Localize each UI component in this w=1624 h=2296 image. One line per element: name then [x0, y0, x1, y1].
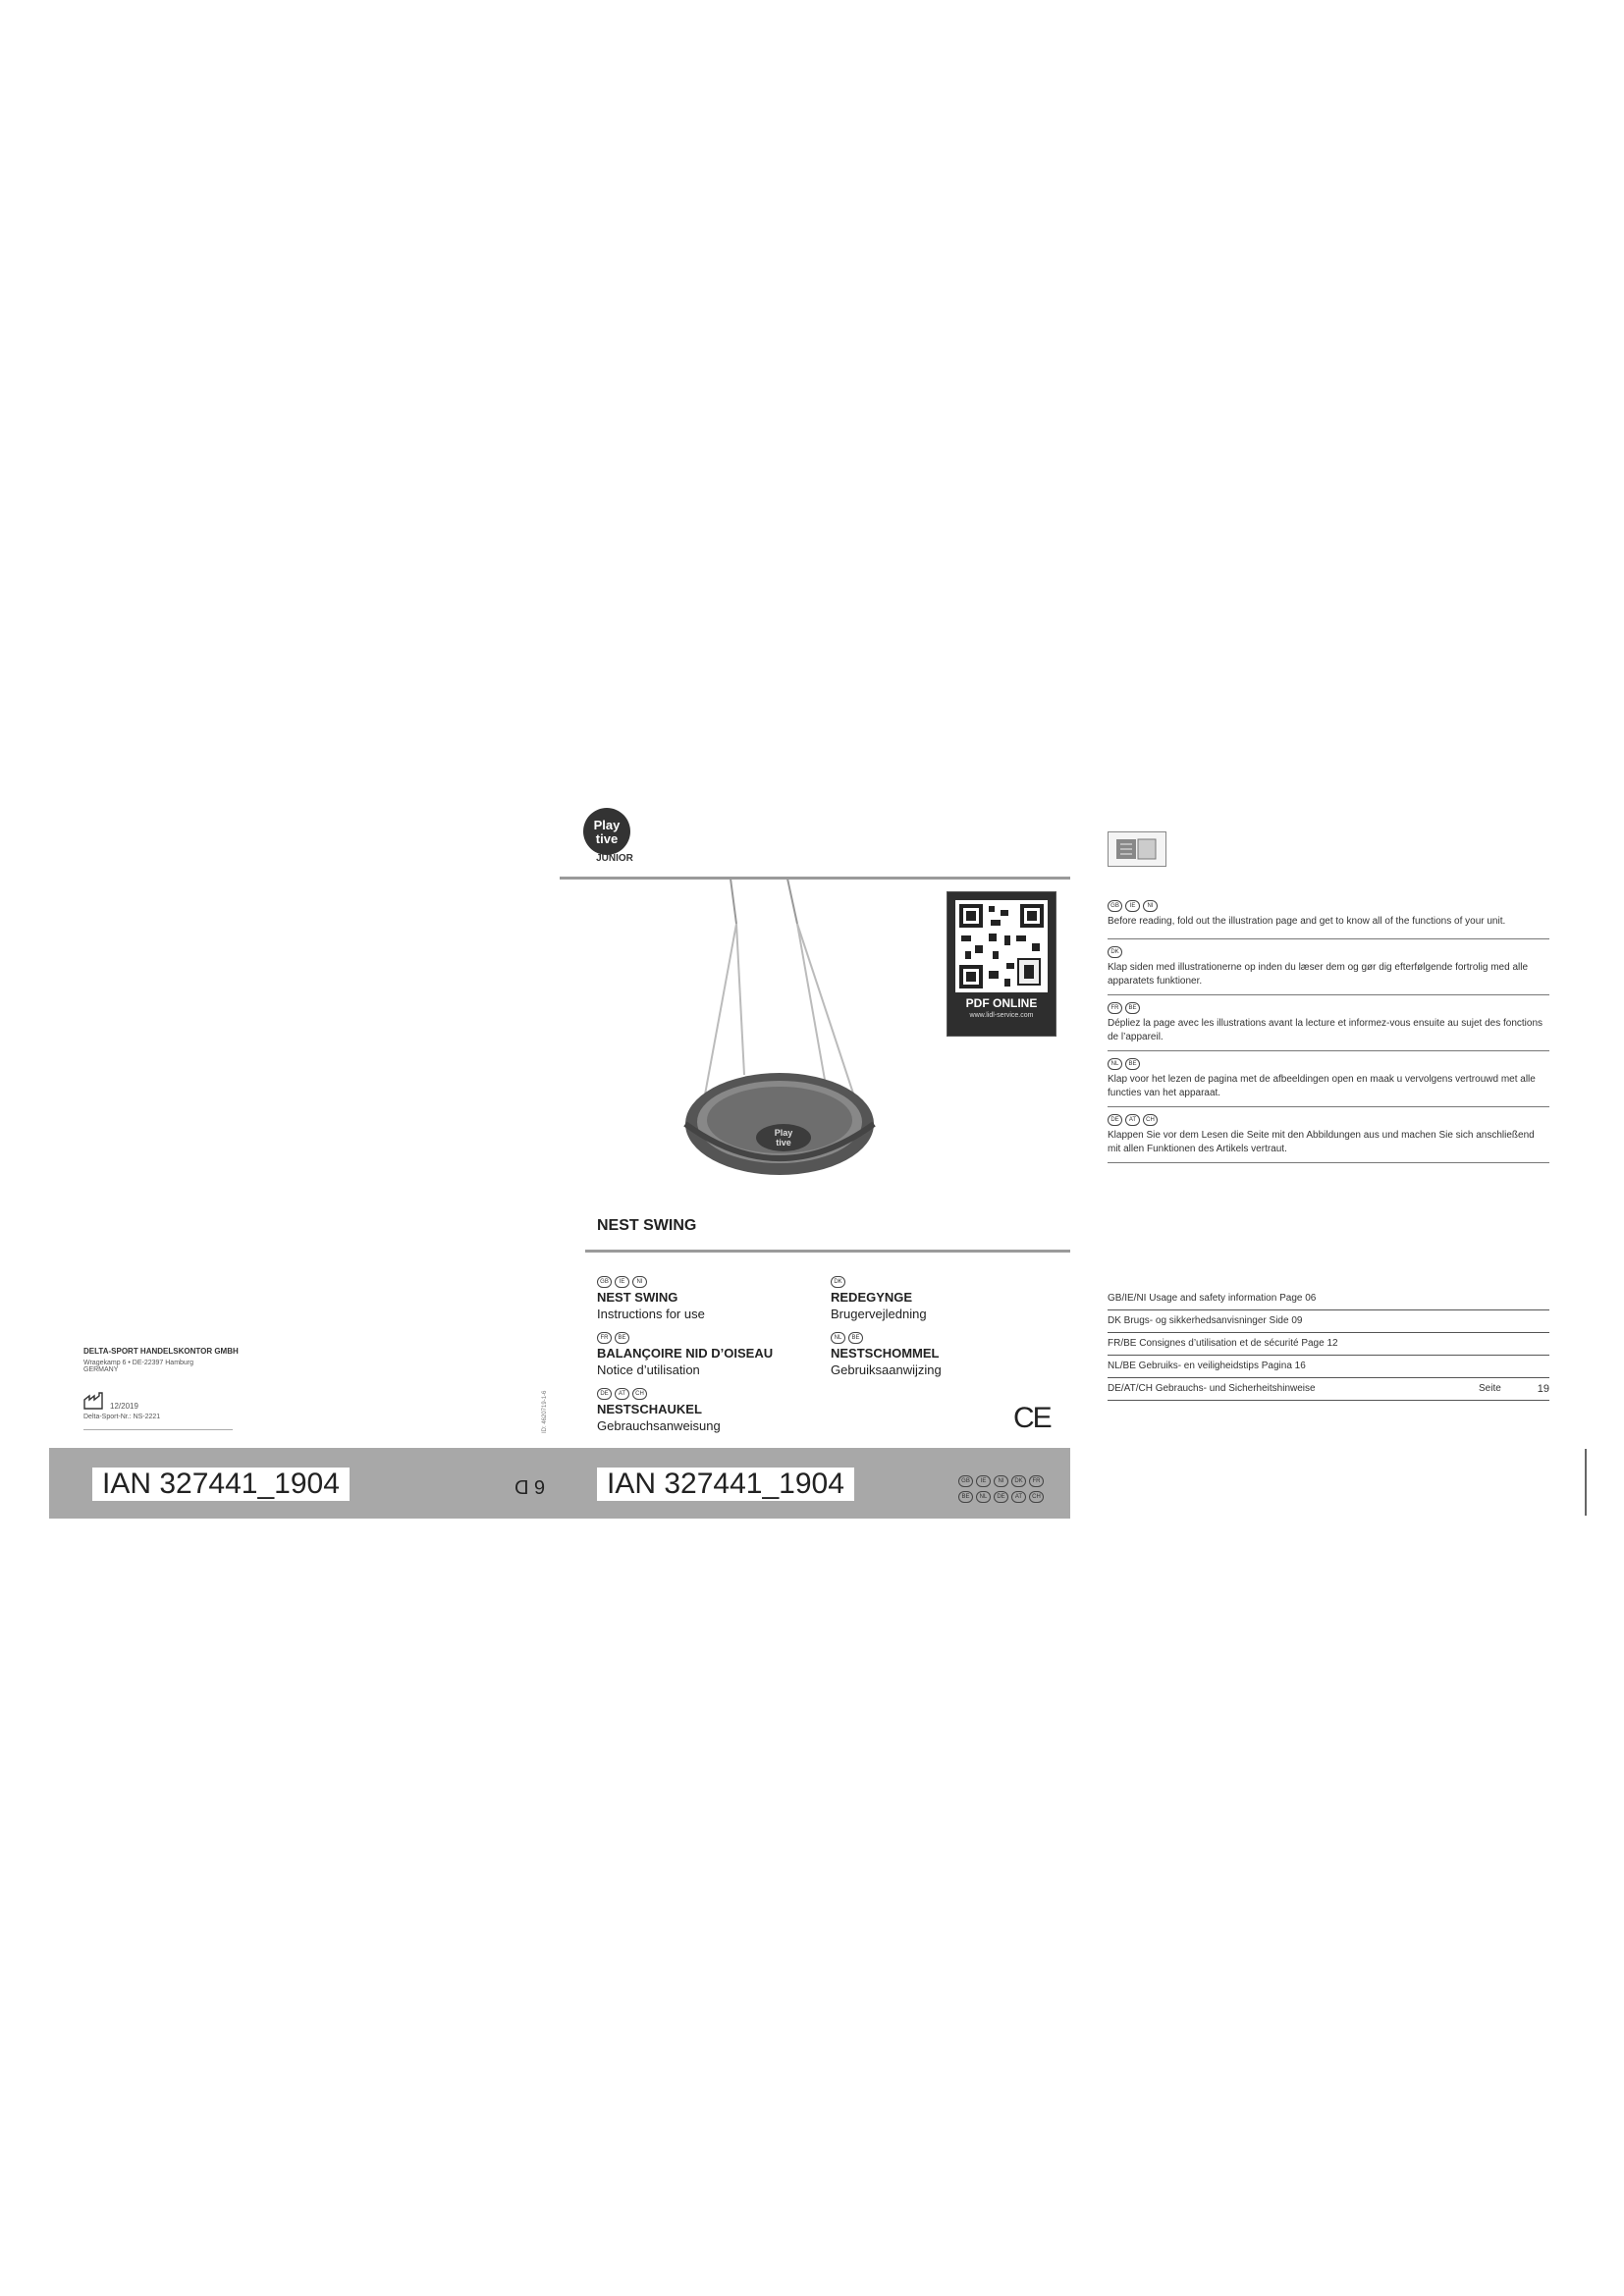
manufacturer-icon	[83, 1392, 107, 1410]
flag-nl-icon: NL	[976, 1491, 991, 1503]
flag-be-icon: BE	[1125, 1002, 1140, 1014]
swing-logo-word-2: tive	[776, 1138, 791, 1148]
lang-flags	[831, 1272, 1047, 1289]
foldout-text: Klap voor het lezen de pagina met de afbeeldingen open en maak u vervolgens vertrouwd met alle functies van het apparaat.	[1108, 1074, 1536, 1098]
flag-ie-icon: IE	[976, 1475, 991, 1487]
foldout-icon	[1108, 831, 1166, 867]
flag-fr-icon: FR	[1108, 1002, 1122, 1014]
lang-subtitle: Instructions for use	[597, 1307, 705, 1321]
model-text: Delta-Sport-Nr.: NS-2221	[83, 1414, 161, 1420]
flag-be-icon: BE	[1125, 1058, 1140, 1070]
flag-be-icon: BE	[958, 1491, 973, 1503]
lang-title: NEST SWING	[597, 1290, 678, 1305]
flag-dk-icon: DK	[831, 1276, 845, 1288]
ian-left: IAN 327441_1904	[92, 1468, 350, 1501]
toc-label: GB/IE/NI Usage and safety information Page 06	[1108, 1293, 1317, 1304]
toc-row[interactable]	[1108, 1333, 1549, 1356]
toc-label: DK Brugs- og sikkerhedsanvisninger Side 09	[1108, 1315, 1303, 1326]
flag-de-icon: DE	[994, 1491, 1008, 1503]
foldout-flags	[1108, 999, 1549, 1017]
flag-fr-icon: FR	[1029, 1475, 1044, 1487]
flag-fr-icon: FR	[597, 1332, 612, 1344]
toc-row[interactable]	[1108, 1288, 1549, 1310]
foldout-item	[1108, 995, 1549, 1051]
bottom-flags-row-2	[958, 1488, 1066, 1502]
flag-gb-icon: GB	[958, 1475, 973, 1487]
flag-dk-icon: DK	[1108, 946, 1122, 958]
toc-seite: Seite	[1479, 1383, 1501, 1394]
lang-subtitle: Brugervejledning	[831, 1307, 927, 1321]
logo-word-2: tive	[595, 831, 619, 846]
flag-ni-icon: NI	[632, 1276, 647, 1288]
foldout-flags	[1108, 1055, 1549, 1073]
flag-ie-icon: IE	[615, 1276, 629, 1288]
logo-word-1: Play	[593, 818, 621, 832]
brand-logo	[577, 800, 642, 865]
foldout-item	[1108, 939, 1549, 995]
foldout-flags	[1108, 943, 1549, 961]
title-divider	[585, 1250, 1070, 1253]
edge-mark	[1585, 1449, 1587, 1516]
flag-gb-icon: GB	[597, 1276, 612, 1288]
lang-flags	[831, 1328, 1047, 1345]
flag-gb-icon: GB	[1108, 900, 1122, 912]
toc-row[interactable]	[1108, 1310, 1549, 1333]
lang-block-de	[597, 1384, 823, 1434]
toc-row[interactable]	[1108, 1378, 1549, 1401]
page-marker: 6 D	[514, 1475, 546, 1497]
foldout-flags	[1108, 1111, 1549, 1129]
lang-title: REDEGYNGE	[831, 1290, 913, 1305]
flag-de-icon: DE	[597, 1388, 612, 1400]
foldout-text: Klap siden med illustrationerne op inden du læser dem og gør dig efterfølgende fortrolig med alle apparatets funktioner.	[1108, 962, 1529, 987]
flag-dk-icon: DK	[1011, 1475, 1026, 1487]
vertical-code: ID: 4620719-1-6	[542, 1390, 548, 1433]
company-country: GERMANY	[83, 1366, 119, 1373]
bottom-flags	[958, 1472, 1066, 1502]
lang-flags	[597, 1384, 823, 1401]
swing-illustration	[668, 879, 884, 1188]
toc-label: DE/AT/CH Gebrauchs- und Sicherheitshinweise	[1108, 1383, 1316, 1394]
flag-de-icon: DE	[1108, 1114, 1122, 1126]
flag-be-icon: BE	[848, 1332, 863, 1344]
foldout-text: Before reading, fold out the illustration page and get to know all of the functions of your unit.	[1108, 916, 1506, 927]
flag-ni-icon: NI	[1143, 900, 1158, 912]
foldout-flags	[1108, 897, 1549, 915]
flag-ch-icon: CH	[1143, 1114, 1158, 1126]
flag-at-icon: AT	[615, 1388, 629, 1400]
toc-page: 19	[1537, 1383, 1549, 1395]
flag-ch-icon: CH	[632, 1388, 647, 1400]
foldout-instructions	[1108, 897, 1549, 1163]
company-name: DELTA-SPORT HANDELSKONTOR GMBH	[83, 1347, 239, 1356]
bottom-flags-row-1	[958, 1472, 1066, 1486]
toc-label: NL/BE Gebruiks- en veiligheidstips Pagina 16	[1108, 1361, 1306, 1371]
language-column-left	[597, 1272, 823, 1440]
lang-subtitle: Gebrauchsanweisung	[597, 1418, 721, 1433]
toc-row[interactable]	[1108, 1356, 1549, 1378]
lang-title: NESTSCHOMMEL	[831, 1346, 940, 1361]
language-column-right	[831, 1272, 1047, 1384]
foldout-item	[1108, 897, 1549, 939]
flag-ni-icon: NI	[994, 1475, 1008, 1487]
flag-nl-icon: NL	[831, 1332, 845, 1344]
flag-at-icon: AT	[1011, 1491, 1026, 1503]
foldout-item	[1108, 1107, 1549, 1163]
company-block	[83, 1347, 280, 1373]
foldout-text: Klappen Sie vor dem Lesen die Seite mit den Abbildungen aus und machen Sie sich anschließend mit allen Funktionen des Artikels vertraut.	[1108, 1130, 1535, 1154]
qr-url: www.lidl-service.com	[969, 1012, 1034, 1019]
foldout-item	[1108, 1051, 1549, 1107]
lang-flags	[597, 1328, 823, 1345]
flag-be-icon: BE	[615, 1332, 629, 1344]
qr-code-box[interactable]	[947, 891, 1056, 1037]
logo-word-3: JUNIOR	[596, 853, 633, 864]
lang-block-nl	[831, 1328, 1047, 1378]
ian-center: IAN 327441_1904	[597, 1468, 854, 1501]
foldout-text: Dépliez la page avec les illustrations avant la lecture et informez-vous ensuite au sujet des fonctions de l’appareil.	[1108, 1018, 1543, 1042]
lang-flags	[597, 1272, 823, 1289]
lang-block-gb	[597, 1272, 823, 1322]
qr-label: PDF ONLINE	[965, 996, 1038, 1010]
lang-title: NESTSCHAUKEL	[597, 1402, 702, 1416]
toc-label: FR/BE Consignes d’utilisation et de sécurité Page 12	[1108, 1338, 1338, 1349]
lang-subtitle: Notice d’utilisation	[597, 1362, 700, 1377]
flag-at-icon: AT	[1125, 1114, 1140, 1126]
table-of-contents	[1108, 1288, 1549, 1401]
qr-code[interactable]	[955, 900, 1048, 992]
date-text: 12/2019	[110, 1402, 138, 1411]
lang-block-fr	[597, 1328, 823, 1378]
lang-block-dk	[831, 1272, 1047, 1322]
product-title: NEST SWING	[597, 1217, 697, 1234]
company-address: Wragekamp 6 • DE-22397 Hamburg	[83, 1360, 194, 1366]
flag-nl-icon: NL	[1108, 1058, 1122, 1070]
lang-subtitle: Gebruiksaanwijzing	[831, 1362, 942, 1377]
company-divider	[83, 1429, 233, 1430]
lang-title: BALANÇOIRE NID D’OISEAU	[597, 1346, 774, 1361]
flag-ch-icon: CH	[1029, 1491, 1044, 1503]
ce-mark: CE	[1013, 1402, 1051, 1434]
swing-logo-word-1: Play	[774, 1128, 793, 1138]
flag-ie-icon: IE	[1125, 900, 1140, 912]
